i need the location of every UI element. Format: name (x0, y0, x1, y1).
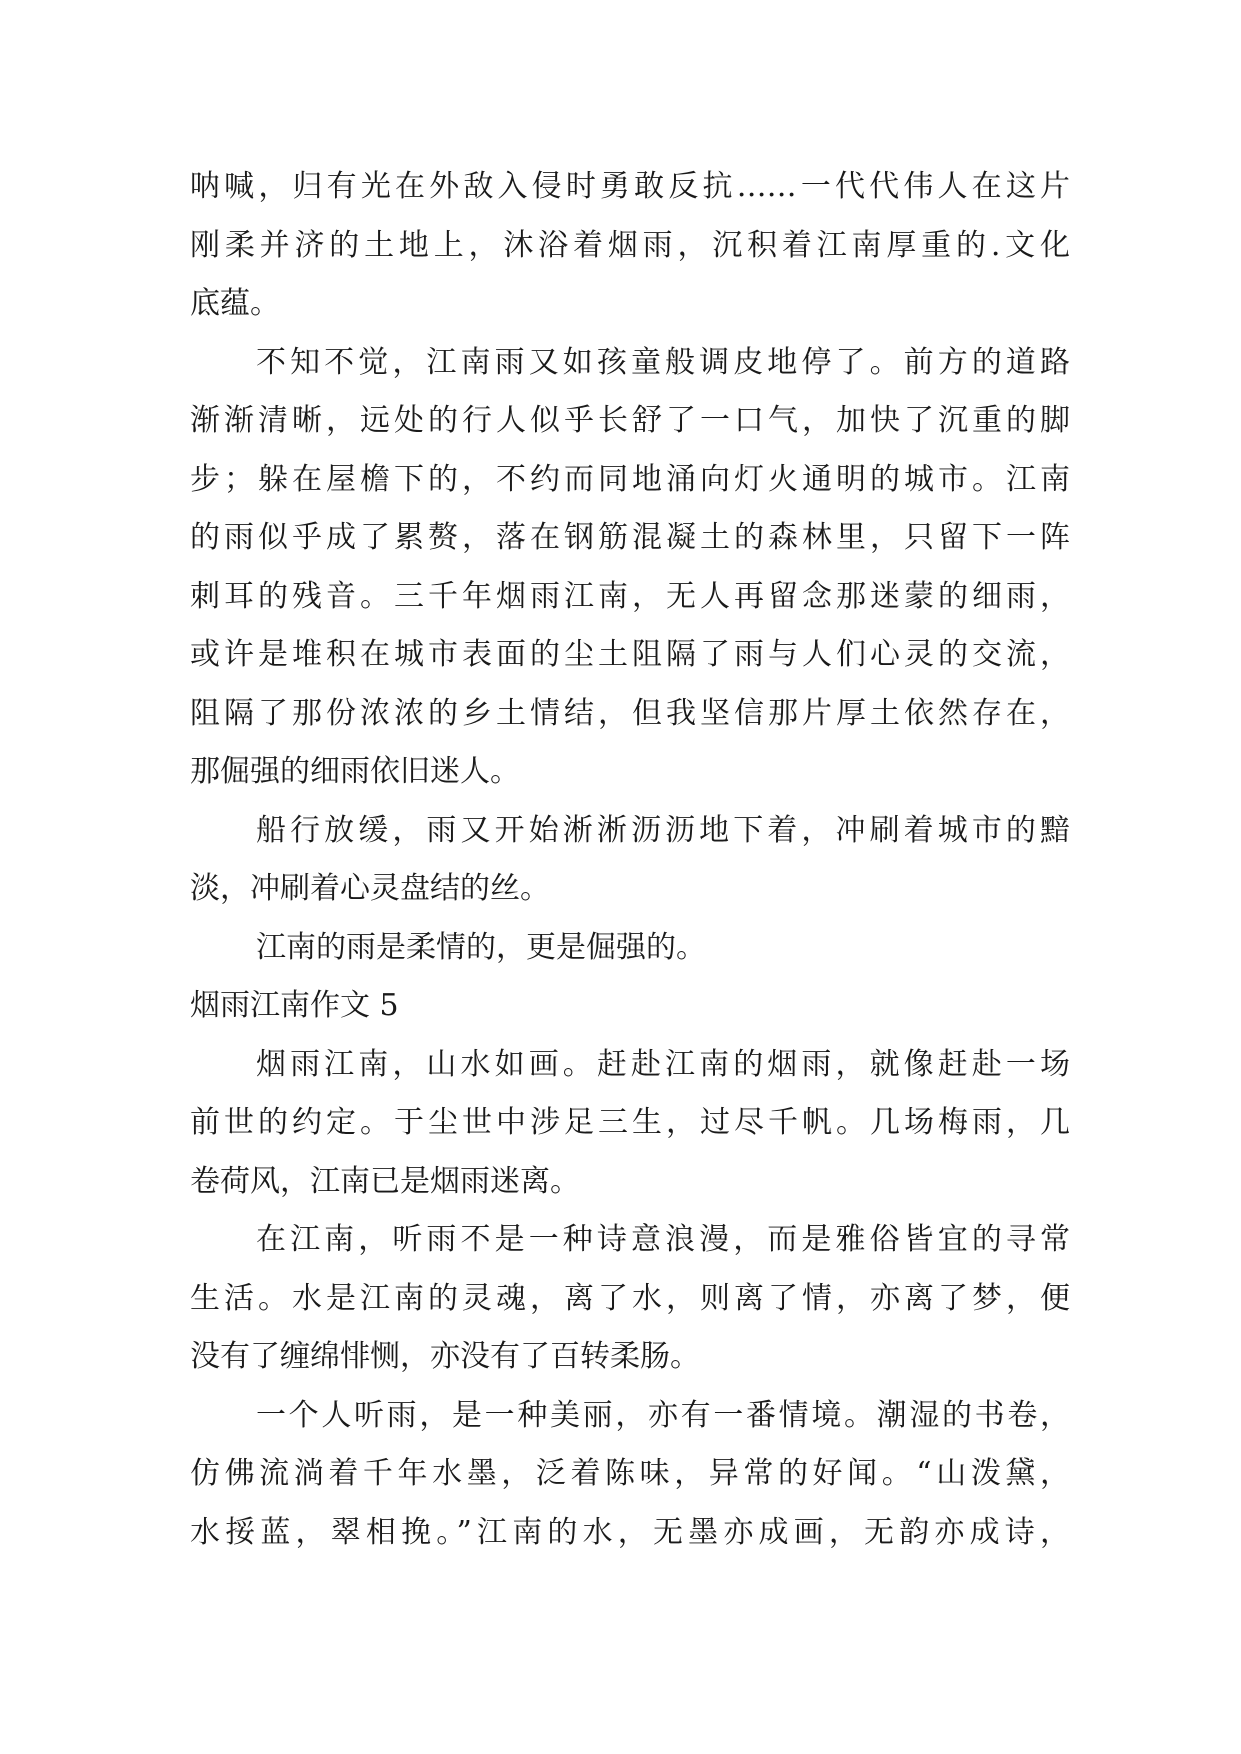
text-line: 水挼蓝，翠相挽。”江南的水，无墨亦成画，无韵亦成诗， (190, 1514, 1070, 1550)
text-line: 船行放缓，雨又开始淅淅沥沥地下着，冲刷着城市的黯 (256, 812, 1070, 848)
text-line: 刺耳的残音。三千年烟雨江南，无人再留念那迷蒙的细雨， (190, 578, 1070, 614)
text-line: 渐渐清晰，远处的行人似乎长舒了一口气，加快了沉重的脚 (190, 403, 1070, 438)
text-line: 步；躲在屋檐下的，不约而同地涌向灯火通明的城市。江南 (190, 461, 1070, 497)
text-line: 的雨似乎成了累赘，落在钢筋混凝土的森林里，只留下一阵 (190, 520, 1070, 555)
text-line: 底蕴。 (190, 286, 280, 321)
text-line: 生活。水是江南的灵魂，离了水，则离了情，亦离了梦，便 (190, 1280, 1070, 1316)
text-line: 仿佛流淌着千年水墨，泛着陈味，异常的好闻。“山泼黛， (190, 1456, 1070, 1491)
text-line: 没有了缠绵悱恻，亦没有了百转柔肠。 (190, 1339, 700, 1374)
text-line: 前世的约定。于尘世中涉足三生，过尽千帆。几场梅雨，几 (190, 1105, 1070, 1140)
text-line: 烟雨江南，山水如画。赶赴江南的烟雨，就像赶赴一场 (256, 1046, 1070, 1082)
text-line: 呐喊，归有光在外敌入侵时勇敢反抗……一代代伟人在这片 (190, 169, 1070, 204)
text-line: 卷荷风，江南已是烟雨迷离。 (190, 1163, 580, 1199)
text-line: 淡，冲刷着心灵盘结的丝。 (190, 871, 550, 906)
section-heading: 烟雨江南作文 5 (190, 988, 399, 1023)
text-line: 阻隔了那份浓浓的乡土情结，但我坚信那片厚土依然存在， (190, 695, 1070, 731)
text-line: 那倔强的细雨依旧迷人。 (190, 754, 520, 789)
text-line: 在江南，听雨不是一种诗意浪漫，而是雅俗皆宜的寻常 (256, 1222, 1070, 1257)
text-line: 不知不觉，江南雨又如孩童般调皮地停了。前方的道路 (256, 344, 1070, 380)
text-line: 江南的雨是柔情的，更是倔强的。 (256, 929, 706, 965)
text-line: 一个人听雨，是一种美丽，亦有一番情境。潮湿的书卷， (256, 1397, 1070, 1433)
document-body (190, 158, 1070, 1562)
text-line: 刚柔并济的土地上，沐浴着烟雨，沉积着江南厚重的.文化 (190, 227, 1070, 263)
text-line: 或许是堆积在城市表面的尘土阻隔了雨与人们心灵的交流， (190, 637, 1070, 672)
